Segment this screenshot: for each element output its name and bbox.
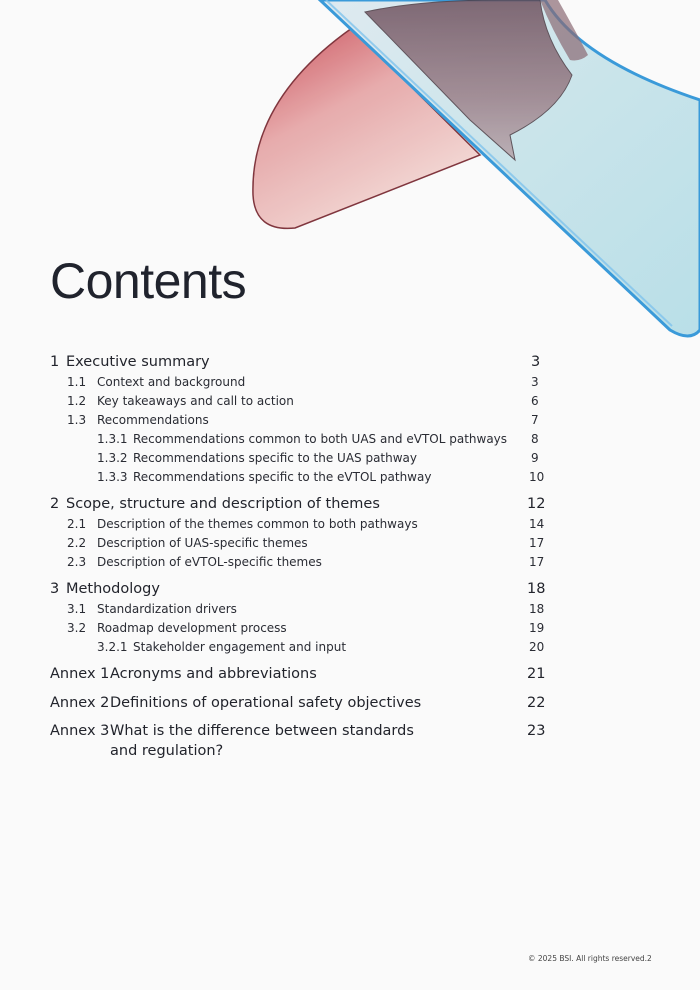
- toc-label: Roadmap development process: [97, 621, 287, 635]
- toc-page: 14: [529, 517, 545, 531]
- toc-label: Recommendations: [97, 413, 209, 427]
- toc-label: Description of the themes common to both pathways: [97, 517, 418, 531]
- toc-label-continued: and regulation?: [110, 743, 224, 759]
- toc-page: 3: [531, 375, 539, 389]
- toc-number: Annex 2: [50, 695, 110, 711]
- toc-label: Scope, structure and description of themes: [66, 496, 380, 512]
- toc-label: Recommendations specific to the UAS pathway: [133, 451, 418, 465]
- toc-number: 1.3.3: [97, 470, 128, 484]
- toc-label: Acronyms and abbreviations: [110, 666, 317, 682]
- toc-number: 1.3.2: [97, 451, 128, 465]
- toc-number: 1.3.1: [97, 432, 128, 446]
- toc-page: 17: [529, 555, 545, 569]
- toc-number: 2.3: [67, 555, 87, 569]
- toc-number: Annex 1: [50, 666, 110, 682]
- toc-page: 23: [527, 723, 546, 739]
- toc-number: 3.1: [67, 602, 87, 616]
- toc-page: 18: [529, 602, 545, 616]
- toc-number: Annex 3: [50, 723, 110, 739]
- toc-number: 2.2: [67, 536, 87, 550]
- toc-label: Recommendations common to both UAS and eVTOL pathways: [133, 432, 508, 446]
- toc-page: 7: [531, 413, 539, 427]
- toc-page: 18: [527, 581, 546, 597]
- toc-label: Context and background: [97, 375, 246, 389]
- toc-page: 17: [529, 536, 545, 550]
- toc-label: What is the difference between standards: [110, 723, 414, 739]
- toc-label: Executive summary: [66, 354, 210, 370]
- toc-number: 1.3: [67, 413, 87, 427]
- toc-label: Description of eVTOL-specific themes: [97, 555, 322, 569]
- copyright-notice: © 2025 BSI. All rights reserved.: [528, 954, 648, 963]
- toc-label: Recommendations specific to the eVTOL pathway: [133, 470, 432, 484]
- toc-number: 2.1: [67, 517, 87, 531]
- toc-label: Definitions of operational safety objectives: [110, 695, 422, 711]
- toc-page: 21: [527, 666, 546, 682]
- toc-page: 6: [531, 394, 539, 408]
- toc-page: 3: [531, 354, 541, 370]
- toc-number: 1: [50, 354, 60, 370]
- toc-page: 9: [531, 451, 539, 465]
- toc-number: 3: [50, 581, 60, 597]
- toc-page: 19: [529, 621, 545, 635]
- toc-page: 22: [527, 695, 546, 711]
- toc-page: 12: [527, 496, 546, 512]
- toc-label: Methodology: [66, 581, 160, 597]
- toc-label: Stakeholder engagement and input: [133, 640, 347, 654]
- toc-label: Key takeaways and call to action: [97, 394, 294, 408]
- toc-label: Description of UAS-specific themes: [97, 536, 308, 550]
- toc-page: 20: [529, 640, 545, 654]
- toc-page: 10: [529, 470, 545, 484]
- toc-number: 3.2.1: [97, 640, 128, 654]
- toc-number: 3.2: [67, 621, 87, 635]
- toc-label: Standardization drivers: [97, 602, 237, 616]
- page-title: Contents: [50, 253, 247, 309]
- toc-page: 8: [531, 432, 539, 446]
- toc-number: 1.1: [67, 375, 87, 389]
- page-number: 2: [647, 954, 652, 963]
- toc-number: 2: [50, 496, 60, 512]
- toc-number: 1.2: [67, 394, 87, 408]
